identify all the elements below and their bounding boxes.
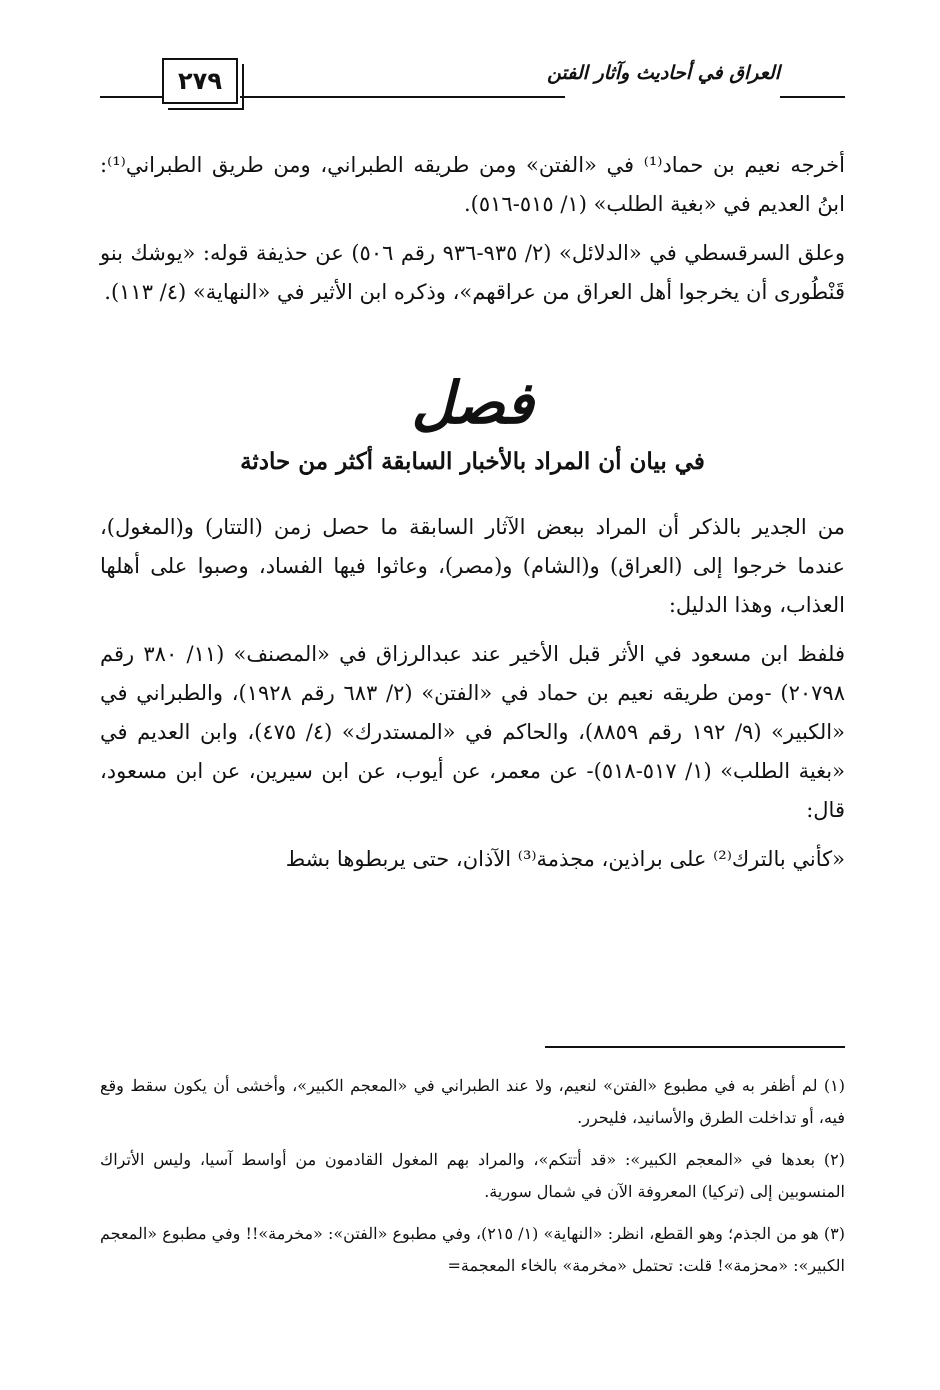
footnote: (٣) هو من الجذم؛ وهو القطع، انظر: «النهاية» (١/ ٢١٥)، وفي مطبوع «الفتن»: «مخرمة»!! وفي مطبوع «المعجم الكبير»: «محزمة»! قلت: تحتمل «مخرمة» بالخاء المعجمة= [100, 1224, 845, 1275]
paragraph: فلفظ ابن مسعود في الأثر قبل الأخير عند عبدالرزاق في «المصنف» (١١/ ٣٨٠ رقم ٢٠٧٩٨) -ومن طريقه نعيم بن حماد في «الفتن» (٢/ ٦٨٣ رقم ١٩٢٨)، والطبراني في «الكبير» (٩/ ١٩٢ رقم ٨٨٥٩)، والحاكم في «المستدرك» (٤/ ٤٧٥)، وابن العديم في «بغية الطلب» (١/ ٥١٧-٥١٨)- عن معمر، عن أيوب، عن ابن سيرين، عن ابن مسعود، قال: [100, 642, 845, 822]
paragraph: «كأني بالترك⁽²⁾ على براذين، مجذمة⁽³⁾ الآذان، حتى يربطوها بشط [285, 847, 845, 871]
chapter-ornament [100, 368, 845, 438]
paragraph: وعلق السرقسطي في «الدلائل» (٢/ ٩٣٥-٩٣٦ رقم ٥٠٦) عن حذيفة قوله: «يوشك بنو قَنْطُورى أن يخرجوا أهل العراق من عراقهم»، وذكره ابن الأثير في «النهاية» (٤/ ١١٣). [100, 241, 845, 304]
footnote: (٢) بعدها في «المعجم الكبير»: «قد أتتكم»، والمراد بهم المغول القادمون من أواسط آسيا، وليس الأتراك المنسوبين إلى (تركيا) المعروفة الآن في شمال سورية. [100, 1150, 845, 1201]
paragraph: من الجدير بالذكر أن المراد ببعض الآثار السابقة ما حصل زمن (التتار) و(المغول)، عندما خرجوا إلى (العراق) و(الشام) و(مصر)، وعاثوا فيها الفساد، وصبوا على أهلها العذاب، وهذا الدليل: [100, 515, 845, 617]
paragraph: أخرجه نعيم بن حماد⁽¹⁾ في «الفتن» ومن طريقه الطبراني، ومن طريق الطبراني⁽¹⁾: ابنُ العديم في «بغية الطلب» (١/ ٥١٥-٥١٦). [100, 153, 845, 216]
section-title: في بيان أن المراد بالأخبار السابقة أكثر من حادثة [240, 448, 705, 475]
footnote-separator [545, 1046, 845, 1048]
page-number: ٢٧٩ [178, 67, 222, 95]
book-title: العراق في أحاديث وآثار الفتن [547, 62, 780, 84]
page-header [100, 48, 845, 108]
main-text [100, 146, 845, 889]
footnotes [100, 1070, 845, 1292]
header-rule-middle [240, 96, 565, 98]
page-number-box [162, 58, 238, 104]
fasl-heading: فصل [411, 369, 534, 437]
header-rule-right [780, 96, 845, 98]
header-rule-left [100, 96, 162, 98]
footnote: (١) لم أظفر به في مطبوع «الفتن» لنعيم، ولا عند الطبراني في «المعجم الكبير»، وأخشى أن يكون سقط وقع فيه، أو تداخلت الطرق والأسانيد، فليحرر. [100, 1076, 845, 1127]
